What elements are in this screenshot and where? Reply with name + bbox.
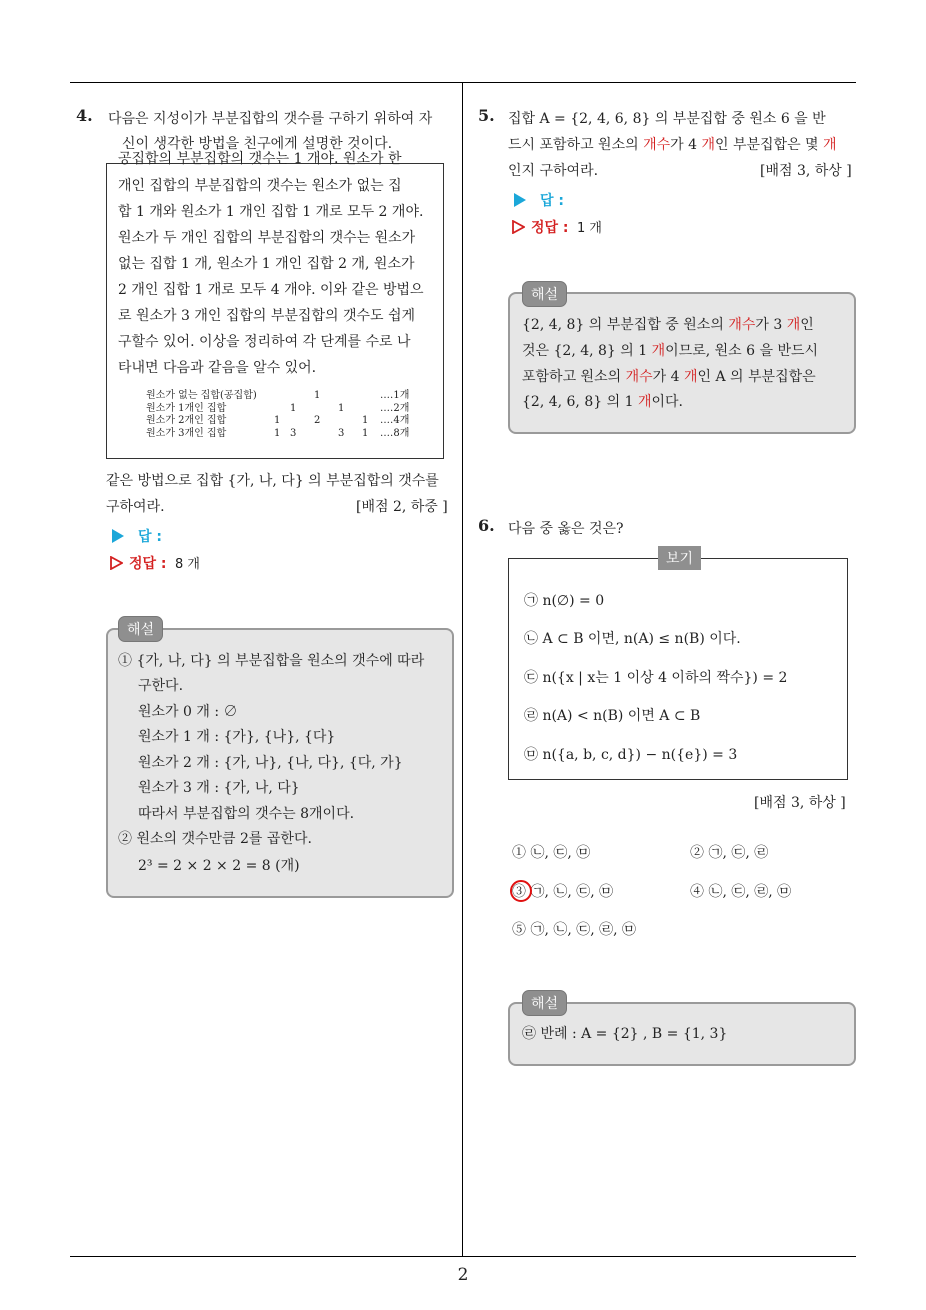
quote-line-9: 타내면 다음과 같음을 알수 있어. bbox=[118, 360, 317, 376]
bogi-item: ㉢ n({x | x는 1 이상 4 이하의 짝수}) = 2 bbox=[524, 670, 788, 686]
correct-answer-value: 1 개 bbox=[576, 221, 602, 236]
choice-5[interactable]: ⑤ ㉠, ㉡, ㉢, ㉣, ㉤ bbox=[512, 922, 637, 938]
explain-line: {2, 4, 6, 8} 의 1 개이다. bbox=[522, 394, 683, 410]
table-row: 원소가 3개인 집합 1 3 3 1 ‥‥8개 bbox=[146, 427, 410, 439]
pascal-triangle-table bbox=[142, 390, 413, 440]
bottom-rule bbox=[70, 1256, 856, 1257]
quote-line-2: 개인 집합의 부분집합의 갯수는 원소가 없는 집 bbox=[118, 178, 402, 194]
question-6-explanation-tab: 해설 bbox=[522, 990, 567, 1016]
explain-line: 원소가 2 개 : {가, 나}, {나, 다}, {다, 가} bbox=[138, 755, 403, 771]
question-6-prompt: 다음 중 옳은 것은? bbox=[508, 521, 624, 537]
play-outline-icon bbox=[512, 220, 525, 234]
explain-line: 구한다. bbox=[138, 678, 184, 694]
question-5-line-1: 집합 A = {2, 4, 6, 8} 의 부분집합 중 원소 6 을 반 bbox=[508, 111, 826, 127]
quote-line-8: 구할수 있어. 이상을 정리하여 각 단계를 수로 나 bbox=[118, 334, 411, 350]
question-4-correct-row bbox=[110, 551, 200, 578]
explain-line: 원소가 0 개 : ∅ bbox=[138, 704, 238, 720]
explain-line: 원소가 1 개 : {가}, {나}, {다} bbox=[138, 729, 336, 745]
question-6-number: 6. bbox=[478, 516, 495, 535]
bogi-item: ㉣ n(A) < n(B) 이면 A ⊂ B bbox=[524, 708, 701, 724]
explain-line: ㉣ 반례 : A = {2} , B = {1, 3} bbox=[522, 1026, 728, 1042]
choice-2[interactable]: ② ㉠, ㉢, ㉣ bbox=[690, 845, 769, 861]
question-4-number: 4. bbox=[76, 106, 93, 125]
question-5-number: 5. bbox=[478, 106, 495, 125]
question-4-after-line-1: 같은 방법으로 집합 {가, 나, 다} 의 부분집합의 갯수를 bbox=[106, 473, 439, 489]
bogi-tab: 보기 bbox=[658, 546, 701, 570]
choice-1[interactable]: ① ㉡, ㉢, ㉤ bbox=[512, 845, 591, 861]
top-rule bbox=[70, 82, 856, 83]
choice-3[interactable]: ③ ㉠, ㉡, ㉢, ㉤ bbox=[512, 884, 614, 900]
table-row: 원소가 없는 집합(공집합) 1 ‥‥1개 bbox=[146, 390, 410, 401]
correct-answer-label: 정답 : bbox=[129, 556, 167, 572]
question-5-score: [배점 3, 하상 ] bbox=[760, 163, 852, 179]
explain-line: ① {가, 나, 다} 의 부분집합을 원소의 갯수에 따라 bbox=[118, 653, 425, 669]
quote-line-7: 로 원소가 3 개인 집합의 부분집합의 갯수도 쉽게 bbox=[118, 308, 416, 324]
correct-answer-value: 8 개 bbox=[174, 557, 200, 572]
quote-line-3: 합 1 개와 원소가 1 개인 집합 1 개로 모두 2 개야. bbox=[118, 204, 424, 220]
question-4-after-line-2: 구하여라. bbox=[106, 499, 165, 515]
play-outline-icon bbox=[110, 556, 123, 570]
quote-line-5: 없는 집합 1 개, 원소가 1 개인 집합 2 개, 원소가 bbox=[118, 256, 415, 272]
question-4-score: [배점 2, 하중 ] bbox=[356, 499, 448, 515]
question-5-correct-row bbox=[512, 215, 602, 242]
question-4-prompt-line-2: 신이 생각한 방법을 친구에게 설명한 것이다. bbox=[122, 136, 393, 152]
play-icon bbox=[514, 193, 526, 207]
choice-4[interactable]: ④ ㉡, ㉢, ㉣, ㉤ bbox=[690, 884, 792, 900]
answer-label: 답 : bbox=[138, 529, 162, 545]
question-5-answer-row bbox=[514, 188, 564, 214]
page-number: 2 bbox=[457, 1265, 469, 1285]
bogi-item: ㉡ A ⊂ B 이면, n(A) ≤ n(B) 이다. bbox=[524, 631, 741, 647]
correct-answer-label: 정답 : bbox=[531, 220, 569, 236]
bogi-item: ㉤ n({a, b, c, d}) − n({e}) = 3 bbox=[524, 747, 738, 763]
explain-line: ② 원소의 갯수만큼 2를 곱한다. bbox=[118, 831, 312, 847]
quote-line-4: 원소가 두 개인 집합의 부분집합의 갯수는 원소가 bbox=[118, 230, 416, 246]
explain-line: 2³ = 2 × 2 × 2 = 8 (개) bbox=[138, 858, 300, 874]
table-row: 원소가 1개인 집합 1 1 ‥‥2개 bbox=[146, 402, 410, 414]
explain-line: 원소가 3 개 : {가, 나, 다} bbox=[138, 780, 300, 796]
question-4-answer-row bbox=[112, 524, 162, 550]
quote-line-6: 2 개인 집합 1 개로 모두 4 개야. 이와 같은 방법으 bbox=[118, 282, 424, 298]
answer-label: 답 : bbox=[540, 193, 564, 209]
selected-answer-circle bbox=[510, 880, 532, 902]
explain-line: {2, 4, 8} 의 부분집합 중 원소의 개수가 3 개인 bbox=[522, 317, 814, 333]
play-icon bbox=[112, 529, 124, 543]
column-divider bbox=[462, 82, 463, 1256]
question-6-score: [배점 3, 하상 ] bbox=[754, 795, 846, 811]
bogi-item: ㉠ n(∅) = 0 bbox=[524, 593, 605, 609]
explain-line: 포함하고 원소의 개수가 4 개인 A 의 부분집합은 bbox=[522, 369, 816, 385]
table-row: 원소가 2개인 집합 1 2 1 ‥‥4개 bbox=[146, 415, 410, 426]
explain-line: 따라서 부분집합의 갯수는 8개이다. bbox=[138, 806, 355, 822]
question-4-explanation-tab: 해설 bbox=[118, 616, 163, 642]
question-5-line-3: 인지 구하여라. bbox=[508, 163, 599, 179]
question-5-line-2: 드시 포함하고 원소의 개수가 4 개인 부분집합은 몇 개 bbox=[508, 137, 837, 153]
quote-line-1: 공집합의 부분집합의 갯수는 1 개야. 원소가 한 bbox=[118, 151, 402, 167]
explain-line: 것은 {2, 4, 8} 의 1 개이므로, 원소 6 을 반드시 bbox=[522, 343, 819, 359]
question-4-prompt-line-1: 다음은 지성이가 부분집합의 갯수를 구하기 위하여 자 bbox=[108, 111, 433, 127]
question-5-explanation-tab: 해설 bbox=[522, 281, 567, 307]
